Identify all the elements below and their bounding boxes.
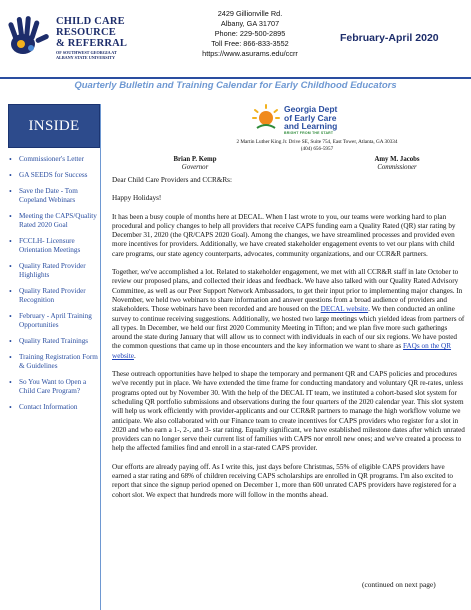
paragraph-2-text-c: . [133, 351, 136, 360]
sidebar-divider [100, 104, 101, 610]
contents-item[interactable]: • Commissioner's Letter [9, 155, 100, 164]
banner-divider [0, 77, 471, 79]
gda-tagline: BRIGHT FROM THE START [284, 130, 334, 135]
contents-item[interactable]: • Training Registration Form & Guidelines [9, 353, 100, 371]
contents-item[interactable]: • Save the Date - Tom Copeland Webinars [9, 187, 100, 205]
organization-name [56, 16, 166, 60]
org-subtitle-line1: OF SOUTHWEST GEORGIA AT [56, 50, 117, 55]
commissioner-name: Amy M. Jacobs [374, 156, 420, 163]
contents-item[interactable]: • Contact Information [9, 403, 100, 412]
paragraph-4: Our efforts are already paying off. As I write this, just days before Christmas, 55% of eligible CAPS providers have earned a star rating and 68% of children receiving CAPS scholarships are enrolled in QR programs. I'm also excited to report that since the signup period opened on December 1, more than 600 unrated CAPS providers have registered for a cohort slot. We expect that hundreds more will follow in the months ahead. [112, 462, 457, 499]
ccrr-hands-logo-icon [5, 8, 53, 64]
peach-sun-icon [252, 104, 280, 132]
gda-name [284, 105, 337, 136]
commissioner-title: Commissioner [377, 163, 417, 171]
continued-note: (continued on next page) [362, 580, 436, 589]
greeting: Happy Holidays! [112, 194, 162, 203]
org-subtitle [56, 50, 166, 60]
org-subtitle-line2: ALBANY STATE UNIVERSITY [56, 55, 116, 60]
org-name-line2: RESOURCE [56, 27, 116, 38]
website-link[interactable]: https://www.asurams.edu/ccrr [202, 49, 298, 58]
contents-item[interactable]: • Quality Rated Trainings [9, 337, 100, 346]
org-name-line3: & REFERRAL [56, 38, 128, 49]
paragraph-2-text-a: Together, we've accomplished a lot. Related to stakeholder engagement, we met with all CCR&R staff in late October to review our proposed plans, and collected their ideas and feedback. We have also talked with our Quality Rated Advisory Committee, as well as our Peer Support Network Ambassadors, to get their input prior to implementing major changes. In November, we held two webinars to share information and answer questions from a broad audience of providers and stakeholders. Those webinars have been recorded and are housed on the [112, 268, 463, 314]
address-phone: Phone: 229-500-2895 [214, 29, 286, 38]
contents-item[interactable]: • Meeting the CAPS/Quality Rated 2020 Goal [9, 212, 100, 230]
letter-body [112, 176, 465, 509]
governor-name: Brian P. Kemp [173, 156, 217, 163]
bulletin-banner: Quarterly Bulletin and Training Calendar for Early Childhood Educators [74, 80, 397, 91]
paragraph-2 [112, 268, 465, 361]
governor-title: Governor [181, 163, 209, 171]
contents-list [8, 155, 100, 412]
gda-logo [252, 104, 422, 136]
decal-website-link[interactable]: DECAL website [320, 305, 369, 314]
gda-street: 2 Martin Luther King Jr. Drive SE, Suite 754, East Tower, Atlanta, GA 30334 [236, 139, 398, 145]
issue-date: February-April 2020 [340, 32, 439, 44]
address-toll-free: Toll Free: 866-833-3552 [211, 39, 289, 48]
contents-item[interactable]: • GA SEEDS for Success [9, 171, 100, 180]
contents-item[interactable]: • So You Want to Open a Child Care Program? [9, 378, 100, 396]
address-city: Albany, GA 31707 [220, 19, 280, 28]
gda-phone: (404) 656-5957 [300, 145, 334, 152]
salutation: Dear Child Care Providers and CCR&Rs: [112, 176, 232, 184]
gda-name-line1: Georgia Dept [284, 104, 338, 114]
address-street: 2429 Gillionville Rd. [217, 9, 283, 18]
commissioner-block [357, 156, 437, 171]
inside-sidebar [8, 104, 100, 610]
paragraph-1: It has been a busy couple of months here at DECAL. When I last wrote to you, our teams were working hard to plan procedural and policy changes to help all providers that receive CAPS funding earn a Quality Rated (QR) star rating by December 31, 2020 (the QR/CAPS 2020 Goal). Among the changes, we have streamlined processes and provided even more incentives for providers. Additionally, we have created stakeholder engagement events to vet our plans with child care programs, our state agency counterparts, advocates, community organizations, and our CCR&R partners. [112, 212, 456, 258]
paragraph-3: These outreach opportunities have helped to shape the temporary and permanent QR and CAPS policies and procedures we've recently put in place. We have extended the time frame for conducting mandatory and voluntary QR re-rates, unless programs opted out by November 30. With the help of the DECAL IT team, we instituted a cohort-based slot system for scheduling QR portfolio submissions and observations during the four quarters of the 2020 calendar year. This slot system will help us work efficiently with provider-applicants and our CCR&R partners to manage the high workflow volume we anticipate. We also collaborated with our Finance team to create incentives for CAPS providers who register for a slot in 2020 and who earn a 1-, 2-, and 3- star rating. Equally significant, we have established milestone dates after which unrated providers can no longer serve their current list of families with CAPS nor enroll new ones; and we've created a process to help the affected families find and enroll in a star-rated CAPS provider. [112, 370, 465, 453]
org-address [180, 9, 320, 59]
gda-name-line3: and Learning [284, 121, 338, 131]
contents-item[interactable]: • Quality Rated Provider Recognition [9, 287, 100, 305]
gda-address [192, 139, 442, 152]
faqs-qr-website-link[interactable]: FAQs on the QR website [112, 342, 452, 360]
contents-item[interactable]: • Quality Rated Provider Highlights [9, 262, 100, 280]
org-name-line1: CHILD CARE [56, 16, 125, 27]
masthead [0, 0, 471, 78]
paragraph-2-text-b: . We then conducted an online survey to continue receiving suggestions. Additionally, we hosted two large meetings which yielded ideas from partners of all types. In December, we held our first 2020 Community Meeting in Tifton; and we plan five more such gatherings around the state during January that will allow us to connect with individuals in each of our six regions. We have posted the common questions that came up in those encounters and the key information we want to share as [112, 305, 465, 351]
contents-item[interactable]: • FCCLH- Licensure Orientation Meetings [9, 237, 100, 255]
contents-item[interactable]: • February - April Training Opportunities [9, 312, 100, 330]
gda-name-line2: of Early Care [284, 112, 337, 123]
inside-title: INSIDE [8, 104, 100, 148]
governor-block [155, 156, 235, 171]
